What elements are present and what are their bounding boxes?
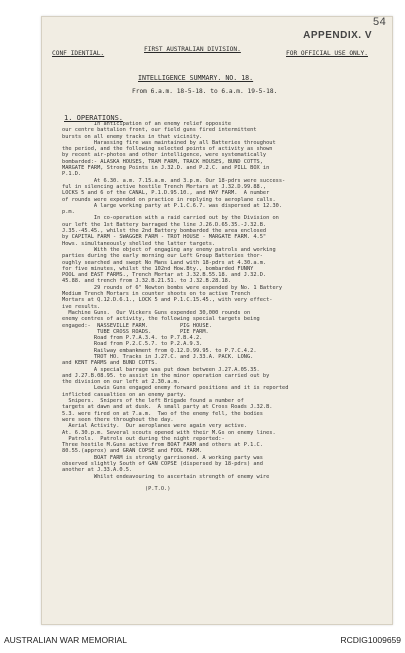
official-use-label: FOR OFFICIAL USE ONLY.	[286, 50, 368, 57]
body-line: our left the 1st Battery barraged the line J.26.D.65.35.-J.32.B.	[62, 221, 267, 228]
body-line: Aerial Activity. Our aeroplanes were again very active.	[62, 423, 247, 430]
body-line: and J.27.B.08.95. to assist in the minor operation carried out by	[62, 372, 270, 379]
body-line: p.m.	[62, 209, 75, 216]
body-line: At. 6.30.p.m. Several scouts opened with their M.Gs on enemy lines.	[62, 429, 276, 436]
page-number: 54	[372, 17, 386, 29]
body-line: Railway embankment from Q.12.D.99.95. to P.7.C.4.2.	[62, 347, 257, 354]
body-line: At 6.30. a.m. 7.15.a.m. and 3.p.m. Our 18-pdrs were success-	[62, 177, 286, 184]
body-line: MARGATE FARM, Strong Points in J.32.D. and P.2.C. and PILL BOX in	[62, 165, 270, 172]
body-line: another at J.33.A.0.5.	[62, 467, 133, 474]
body-line: Whilst endeavouring to ascertain strength of enemy wire	[62, 473, 270, 480]
body-line: Medium Trench Mortars in counter shoots on to active Trench	[62, 291, 251, 298]
body-line: Snipers. Snipers of the left Brigade found a number of	[62, 398, 244, 405]
appendix-label: APPENDIX. V	[303, 30, 372, 41]
body-line: the period, and the following selected points of activity as shown	[62, 146, 273, 153]
body-line: Lewis Guns engaged enemy forward positions and it is reported	[62, 385, 289, 392]
body-line: Road from P.2.C.5.7. to P.2.A.9.3.	[62, 341, 203, 348]
body-line: In anticipation of an enemy relief opposite	[62, 121, 232, 127]
body-line: J.35.-45.45., whilst the 2nd Battery bombarded the area enclosed	[62, 228, 267, 235]
division-title: FIRST AUSTRALIAN DIVISION.	[144, 46, 241, 53]
body-line: LOCKS 5 and 6 of the CANAL, P.1.D.95.10., and HAY FARM. A number	[62, 190, 270, 197]
body-line: our centre battalion front, our field guns fired intermittent	[62, 127, 257, 134]
body-line: 80.55.(approx) and GRAN COPSE and FOOL FARM.	[62, 448, 203, 455]
body-line: A special barrage was put down between J.27.A.05.35.	[62, 366, 260, 373]
body-line: TUBE CROSS ROADS. PIE FARM.	[62, 328, 209, 335]
summary-period: From 6.a.m. 18-5-18. to 6.a.m. 19-5-18.	[132, 88, 278, 95]
body-line: In co-operation with a raid carried out by the Division on	[62, 215, 279, 222]
body-line: (P.T.O.)	[62, 486, 171, 493]
body-line: and KENT FARMS and BUND COTTS.	[62, 360, 158, 367]
body-line: for five minutes, whilst the 102nd How.Bty., bombarded FUNNY	[62, 265, 254, 272]
body-line: ful in silencing active hostile Trench Mortars at J.32.D.99.88.,	[62, 183, 267, 190]
archive-footer	[0, 631, 405, 653]
body-line: P.1.D.	[62, 171, 82, 178]
body-line: by CAPITAL FARM - SWAGGER FARM - TROT HOUSE - MARGATE FARM. 4.5"	[62, 234, 267, 241]
body-line: bursts on all enemy tracks in that vicinity.	[62, 133, 203, 140]
body-line: Hows. simultaneously shelled the latter targets.	[62, 240, 216, 247]
body-line: Machine Guns. Our Vickers Guns expended 30,000 rounds on	[62, 309, 251, 316]
body-line: BOAT FARM is strongly garrisoned. A working party was	[62, 454, 263, 461]
section-heading: 1. OPERATIONS.	[64, 114, 124, 122]
institution-name: AUSTRALIAN WAR MEMORIAL	[4, 635, 127, 645]
body-line: observed slightly South of GAN COPSE (dispersed by 18-pdrs) and	[62, 461, 263, 468]
body-line: TROT HO. Tracks in J.27.C. and J.33.A. PACK. LONG.	[62, 353, 254, 360]
body-line: enemy centres of activity, the following special targets being	[62, 316, 260, 323]
body-line: 45.88. and trench from J.32.B.21.51. to J.32.B.28.18.	[62, 278, 232, 285]
body-line: parties during the early morning our Left Group Batteries thor-	[62, 253, 263, 260]
report-body	[62, 121, 382, 493]
body-line: 29 rounds of 6" Newton bombs were expended by No. 1 Battery	[62, 284, 283, 291]
body-line: Mortars at Q.12.D.6.1., LOCK 5 and P.1.C.15.45., with very effect-	[62, 297, 273, 304]
body-line: of rounds were expended on practice in replying to aeroplane calls.	[62, 196, 276, 203]
body-line: POOL and EAST FARMS., Trench Mortar at J.32.B.55.18. and J.32.D.	[62, 272, 267, 279]
body-line: Harassing fire was maintained by all Batteries throughout	[62, 139, 276, 146]
body-line: 5.3. were fired on at 7.a.m. Two of the enemy fell, the bodies	[62, 410, 263, 417]
body-line: the division on our left at 2.30.a.m.	[62, 379, 180, 386]
body-line: A large working party at P.1.C.6.7. was dispersed at 12.30.	[62, 202, 283, 209]
body-line: by recent air-photos and other intelligence, were systematically	[62, 152, 267, 159]
body-line: With the object of engaging any enemy patrols and working	[62, 246, 276, 253]
body-line: were seen there throughout the day.	[62, 416, 174, 423]
body-line: targets at dawn and at dusk. A small party at Cross Roads J.32.B.	[62, 404, 273, 411]
body-line: bombarded:- ALASKA HOUSES, TRAM FARM, TRACK HOUSES, BUND COTTS,	[62, 158, 263, 165]
body-line: inflicted casualties on an enemy party.	[62, 391, 187, 398]
body-line: engaged:- NASSEVILLE FARM. PIG HOUSE.	[62, 322, 212, 329]
body-line: oughly searched and swept No Mans Land with 18-pdrs at 4.30.a.m.	[62, 259, 267, 266]
body-line: Three hostile M.Guns active from BOAT FARM and others at P.1.C.	[62, 442, 263, 449]
body-line: Road from P.7.A.3.4. to P.7.B.4.2.	[62, 335, 203, 342]
summary-title: INTELLIGENCE SUMMARY. NO. 18.	[138, 74, 254, 82]
body-line: Patrols. Patrols out during the night reported:-	[62, 435, 225, 442]
document-page	[41, 16, 393, 625]
archive-reference: RCDIG1009659	[340, 635, 401, 645]
body-line: ive results.	[62, 303, 101, 310]
classification-label: CONF IDENTIAL.	[52, 50, 105, 57]
